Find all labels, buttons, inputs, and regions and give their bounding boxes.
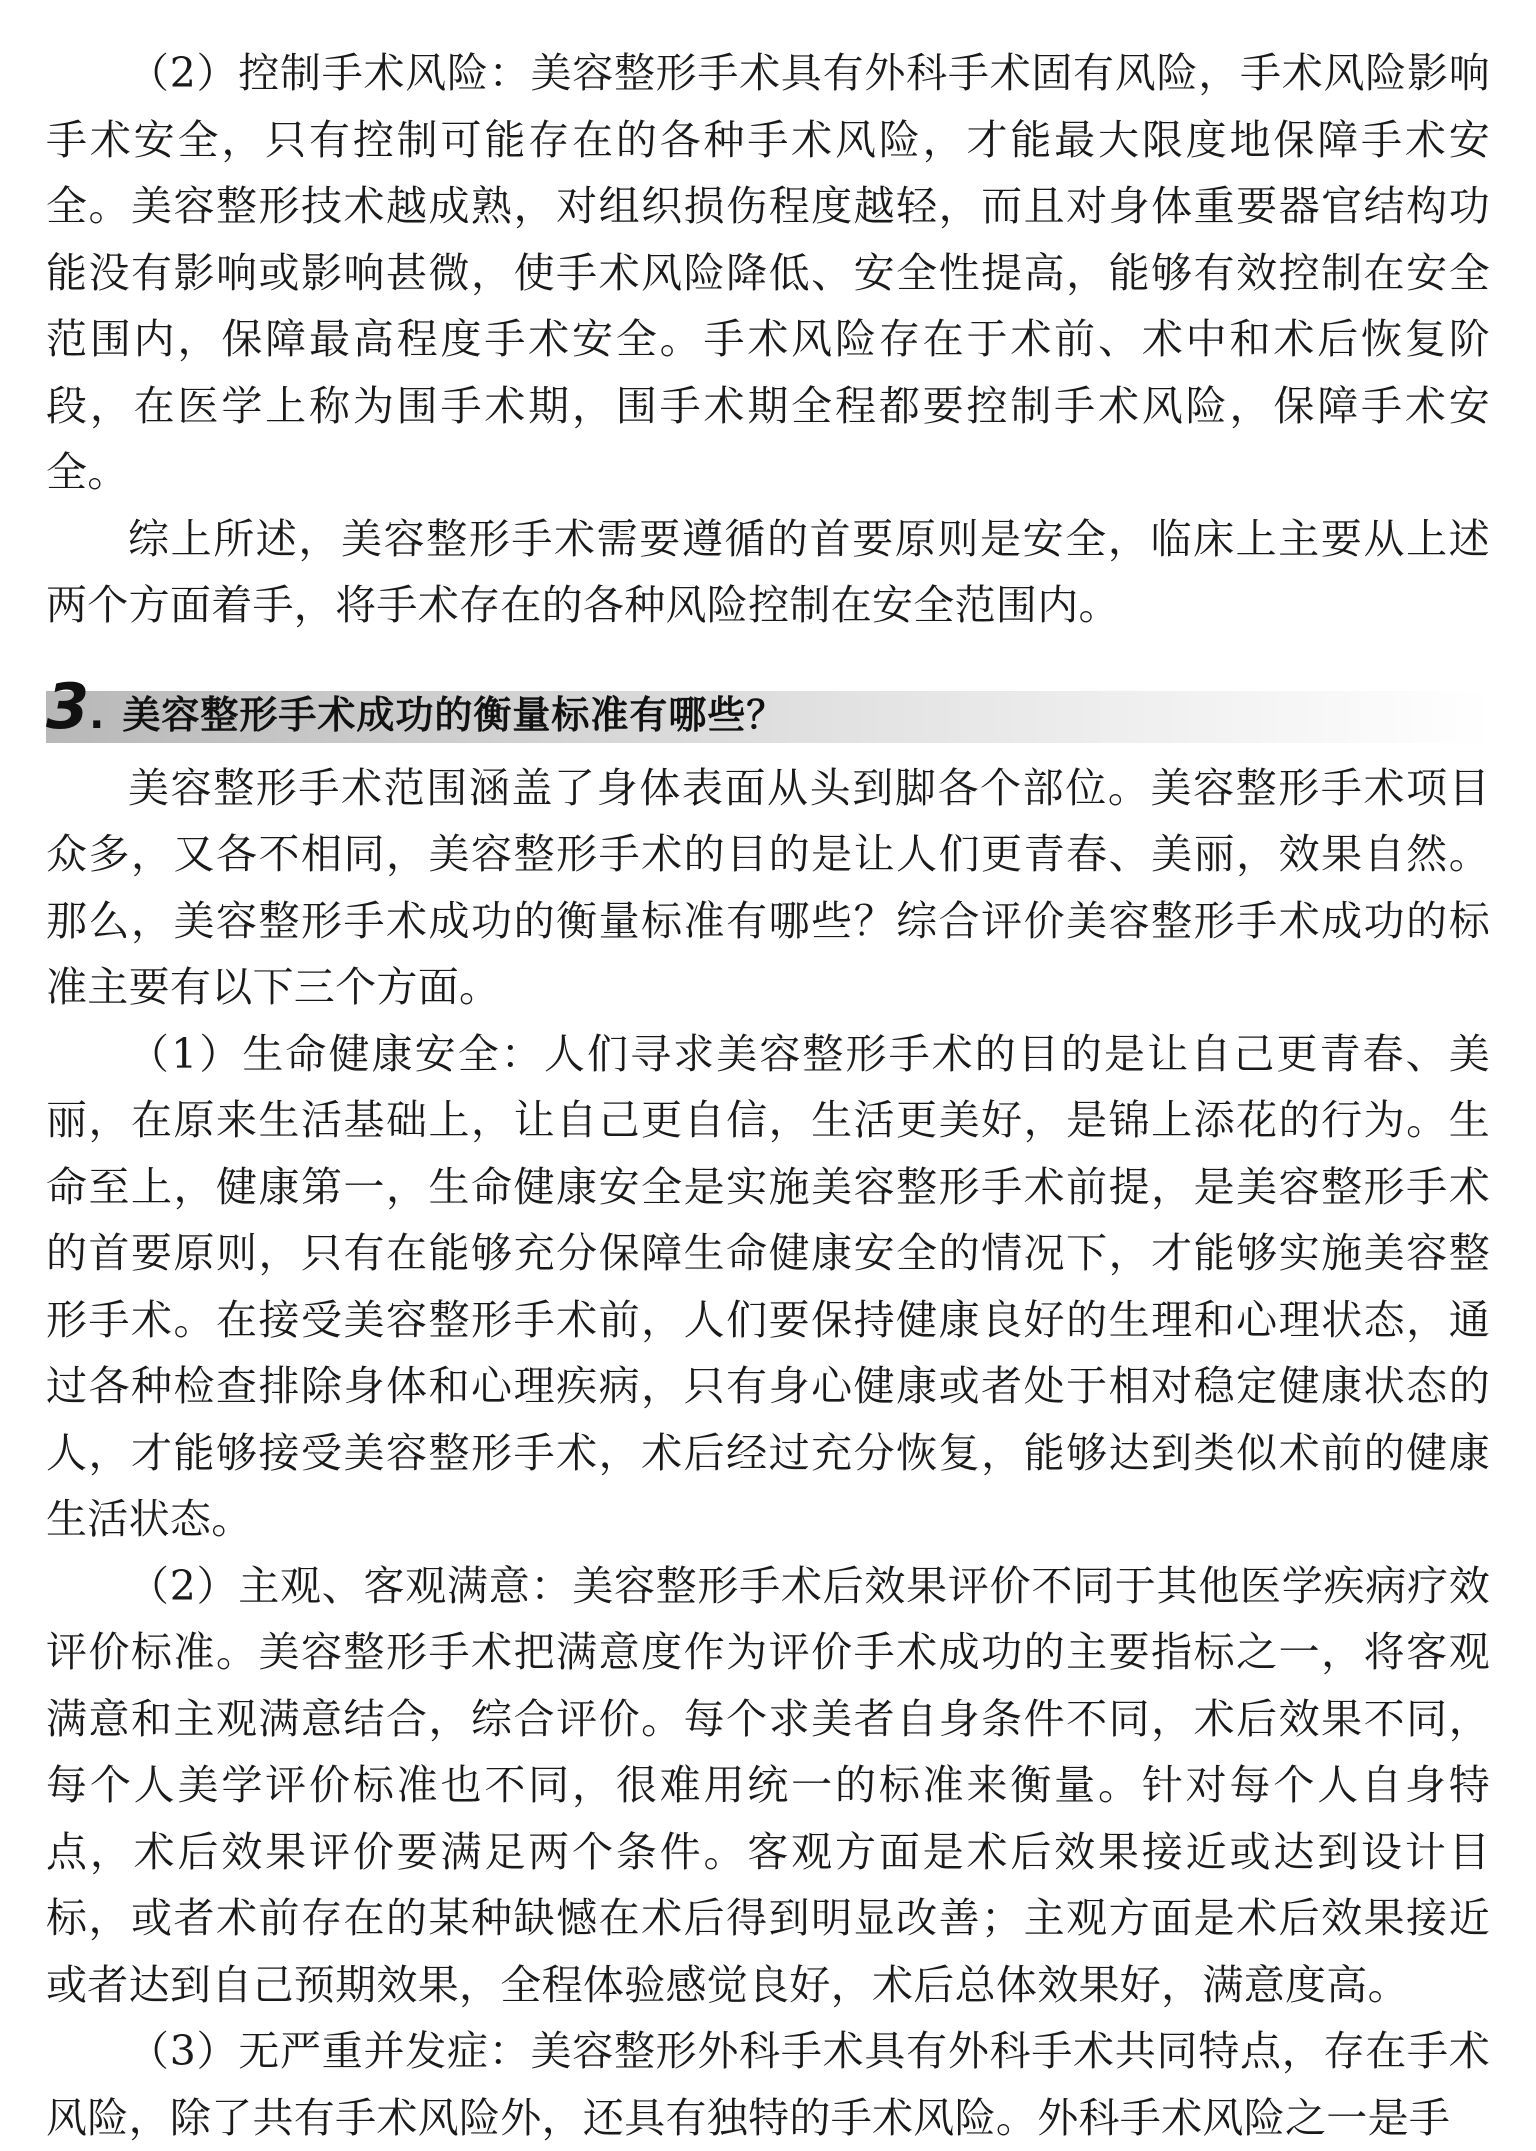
paragraph-no-serious-complications: （3）无严重并发症：美容整形外科手术具有外科手术共同特点，存在手术风险，除了共有手术风险外，还具有独特的手术风险。外科手术风险之一是手 (46, 2027, 1490, 2142)
section-number: 3 (46, 669, 90, 743)
section-heading (46, 667, 1490, 747)
section-number-dot: . (89, 691, 105, 738)
paragraph-intro: 美容整形手术范围涵盖了身体表面从头到脚各个部位。美容整形手术项目众多，又各不相同，美容整形手术的目的是让人们更青春、美丽，效果自然。那么，美容整形手术成功的衡量标准有哪些？综合评价美容整形手术成功的标准主要有以下三个方面。 (46, 763, 1490, 1011)
page-body (46, 40, 1490, 2151)
section-title: 美容整形手术成功的衡量标准有哪些？ (122, 692, 786, 737)
section-title-row (46, 667, 785, 747)
paragraph-subjective-objective-satisfaction: （2）主观、客观满意：美容整形手术后效果评价不同于其他医学疾病疗效评价标准。美容整形手术把满意度作为评价手术成功的主要指标之一，将客观满意和主观满意结合，综合评价。每个求美者自身条件不同，术后效果不同，每个人美学评价标准也不同，很难用统一的标准来衡量。针对每个人自身特点，术后效果评价要满足两个条件。客观方面是术后效果接近或达到设计目标，或者术前存在的某种缺憾在术后得到明显改善；主观方面是术后效果接近或者达到自己预期效果，全程体验感觉良好，术后总体效果好，满意度高。 (46, 1561, 1490, 2009)
paragraph-summary: 综上所述，美容整形手术需要遵循的首要原则是安全，临床上主要从上述两个方面着手，将手术存在的各种风险控制在安全范围内。 (46, 514, 1490, 629)
paragraph-control-surgical-risk: （2）控制手术风险：美容整形手术具有外科手术固有风险，手术风险影响手术安全，只有控制可能存在的各种手术风险，才能最大限度地保障手术安全。美容整形技术越成熟，对组织损伤程度越轻，而且对身体重要器官结构功能没有影响或影响甚微，使手术风险降低、安全性提高，能够有效控制在安全范围内，保障最高程度手术安全。手术风险存在于术前、术中和术后恢复阶段，在医学上称为围手术期，围手术期全程都要控制手术风险，保障手术安全。 (46, 49, 1490, 496)
paragraph-life-health-safety: （1）生命健康安全：人们寻求美容整形手术的目的是让自己更青春、美丽，在原来生活基础上，让自己更自信，生活更美好，是锦上添花的行为。生命至上，健康第一，生命健康安全是实施美容整形手术前提，是美容整形手术的首要原则，只有在能够充分保障生命健康安全的情况下，才能够实施美容整形手术。在接受美容整形手术前，人们要保持健康良好的生理和心理状态，通过各种检查排除身体和心理疾病，只有身心健康或者处于相对稳定健康状态的人，才能够接受美容整形手术，术后经过充分恢复，能够达到类似术前的健康生活状态。 (46, 1029, 1490, 1543)
